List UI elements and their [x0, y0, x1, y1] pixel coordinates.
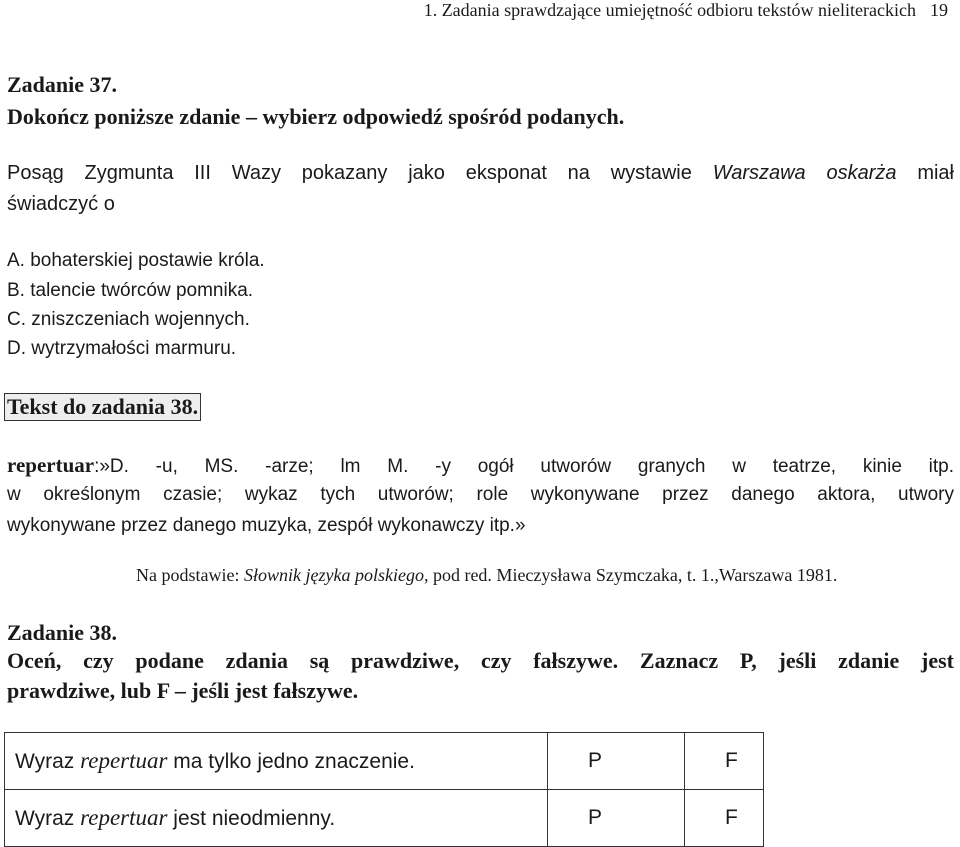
task38-instruction-line1: Oceń, czy podane zdania są prawdziwe, czy fałszywe. Zaznacz P, jeśli zdanie jest	[7, 648, 954, 673]
statement-cell	[5, 733, 548, 790]
true-option-cell[interactable]: P	[548, 790, 685, 847]
question-text-after: miał	[896, 162, 954, 184]
exhibition-title: Warszawa oskarża	[712, 162, 897, 184]
answer-option-d: D. wytrzymałości marmuru.	[7, 338, 237, 359]
task37-question	[7, 162, 954, 185]
question-text-before: Posąg Zygmunta III Wazy pokazany jako eksponat na wystawie	[7, 162, 713, 184]
statement-text-after: jest nieodmienny.	[167, 807, 336, 830]
statement-text-before: Wyraz	[15, 750, 81, 773]
task38-title: Zadanie 38.	[7, 620, 118, 645]
task38-instruction-line2: prawdziwe, lub F – jeśli jest fałszywe.	[7, 678, 359, 703]
text38-label: Tekst do zadania 38.	[4, 393, 201, 421]
statement-text-after: ma tylko jedno znaczenie.	[167, 750, 415, 773]
page-number: 19	[930, 0, 948, 20]
true-option-cell[interactable]: P	[548, 733, 685, 790]
false-option-cell[interactable]: F	[685, 733, 764, 790]
statement-text-before: Wyraz	[15, 807, 81, 830]
task37-question-line2: świadczyć o	[7, 193, 115, 215]
task37-title: Zadanie 37.	[7, 72, 118, 97]
answer-option-c: C. zniszczeniach wojennych.	[7, 309, 250, 330]
headword: repertuar	[7, 453, 95, 477]
false-option-cell[interactable]: F	[685, 790, 764, 847]
definition-line-3: wykonywane przez danego muzyka, zespół wykonawczy itp.»	[7, 515, 526, 536]
table-row	[5, 790, 764, 847]
definition-line-1	[7, 453, 954, 478]
page-header	[424, 0, 948, 21]
source-prefix: Na podstawie:	[136, 565, 244, 585]
source-citation	[136, 565, 837, 586]
statement-cell	[5, 790, 548, 847]
source-title: Słownik języka polskiego	[243, 565, 424, 585]
statement-term: repertuar	[80, 805, 168, 830]
answer-option-a: A. bohaterskiej postawie króla.	[7, 250, 265, 271]
table-row	[5, 733, 764, 790]
chapter-title: 1. Zadania sprawdzające umiejętność odbioru tekstów nieliterackich	[423, 0, 916, 20]
definition-line-2: w określonym czasie; wykaz tych utworów; role wykonywane przez danego aktora, utwory	[7, 484, 954, 505]
answer-option-b: B. talencie twórców pomnika.	[7, 280, 254, 301]
definition-line-1-rest: :»D. -u, MS. -arze; lm M. -y ogół utworów granych w teatrze, kinie itp.	[94, 456, 954, 477]
statement-term: repertuar	[80, 748, 168, 773]
source-suffix: , pod red. Mieczysława Szymczaka, t. 1.,Warszawa 1981.	[423, 565, 838, 585]
task37-instruction: Dokończ poniższe zdanie – wybierz odpowiedź spośród podanych.	[7, 104, 625, 129]
true-false-table	[4, 732, 764, 847]
